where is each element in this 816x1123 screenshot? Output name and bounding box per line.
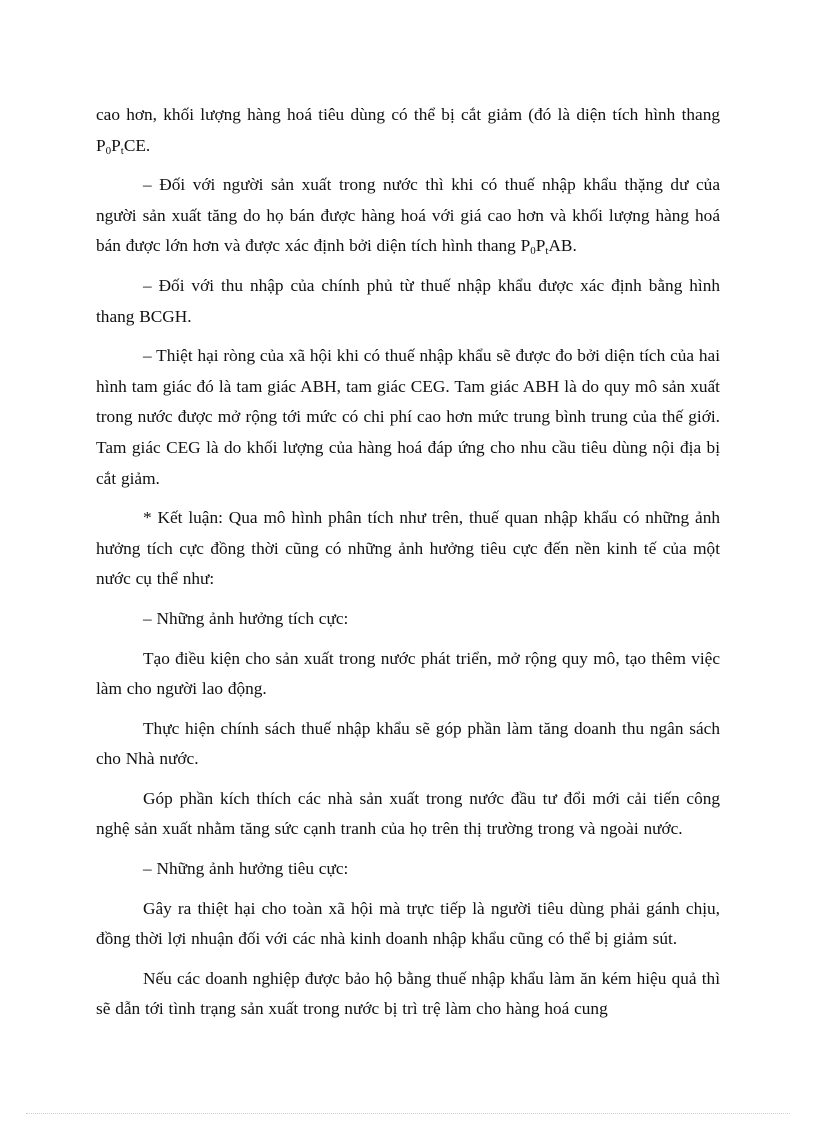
paragraph-deadweight-loss: – Thiệt hại ròng của xã hội khi có thuế nhập khẩu sẽ được đo bởi diện tích của hai hình tam giác đó là tam giác ABH, tam giác CEG. Tam giác ABH là do quy mô sản xuất trong nước được mở rộng tới mức có chi phí cao hơn mức trung bình trung của thế giới. Tam giác CEG là do khối lượng của hàng hoá đáp ứng cho nhu cầu tiêu dùng nội địa bị cắt giảm. — [96, 346, 720, 488]
heading-negative-effects: – Những ảnh hưởng tiêu cực: — [143, 859, 349, 879]
text-run: P — [535, 236, 546, 256]
page-bottom-divider — [26, 1113, 790, 1114]
paragraph-producer-surplus — [96, 170, 720, 262]
subscript: 0 — [530, 245, 536, 258]
paragraph-negative-1: Gây ra thiệt hại cho toàn xã hội mà trực tiếp là người tiêu dùng phải gánh chịu, đồng thời lợi nhuận đối với các nhà kinh doanh nhập khẩu cũng có thể bị giảm sút. — [96, 898, 720, 949]
paragraph-consumer-loss — [96, 100, 720, 161]
subscript: 0 — [105, 144, 112, 157]
text-run: AB. — [548, 236, 577, 256]
subscript: t — [120, 144, 124, 157]
paragraph-conclusion: * Kết luận: Qua mô hình phân tích như trên, thuế quan nhập khẩu có những ảnh hưởng tích cực đồng thời cũng có những ảnh hưởng tiêu cực đến nền kinh tế của một nước cụ thể như: — [96, 508, 720, 589]
text-run: CE. — [123, 135, 151, 155]
paragraph-positive-2: Thực hiện chính sách thuế nhập khẩu sẽ góp phần làm tăng doanh thu ngân sách cho Nhà nước. — [96, 718, 720, 769]
subscript: t — [545, 245, 549, 258]
text-run: P — [111, 135, 121, 155]
text-run: cao hơn, khối lượng hàng hoá tiêu dùng có thể bị cắt giảm (đó là diện tích hình thang P — [96, 105, 720, 155]
paragraph-government-revenue: – Đối với thu nhập của chính phủ từ thuế nhập khẩu được xác định bằng hình thang BCGH. — [96, 275, 720, 326]
paragraph-positive-1: Tạo điều kiện cho sản xuất trong nước phát triển, mở rộng quy mô, tạo thêm việc làm cho người lao động. — [96, 648, 720, 699]
text-run: – Đối với người sản xuất trong nước thì khi có thuế nhập khẩu thặng dư của người sản xuất tăng do họ bán được hàng hoá với giá cao hơn và khối lượng hàng hoá bán được lớn hơn và được xác định bởi diện tích hình thang P — [96, 175, 720, 256]
heading-positive-effects: – Những ảnh hưởng tích cực: — [143, 608, 349, 628]
paragraph-negative-2: Nếu các doanh nghiệp được bảo hộ bằng thuế nhập khẩu làm ăn kém hiệu quả thì sẽ dẫn tới tình trạng sản xuất trong nước bị trì trệ làm cho hàng hoá cung — [96, 968, 720, 1019]
paragraph-positive-3: Góp phần kích thích các nhà sản xuất trong nước đầu tư đổi mới cải tiến công nghệ sản xuất nhằm tăng sức cạnh tranh của họ trên thị trường trong và ngoài nước. — [96, 788, 720, 839]
document-page — [96, 100, 720, 1034]
